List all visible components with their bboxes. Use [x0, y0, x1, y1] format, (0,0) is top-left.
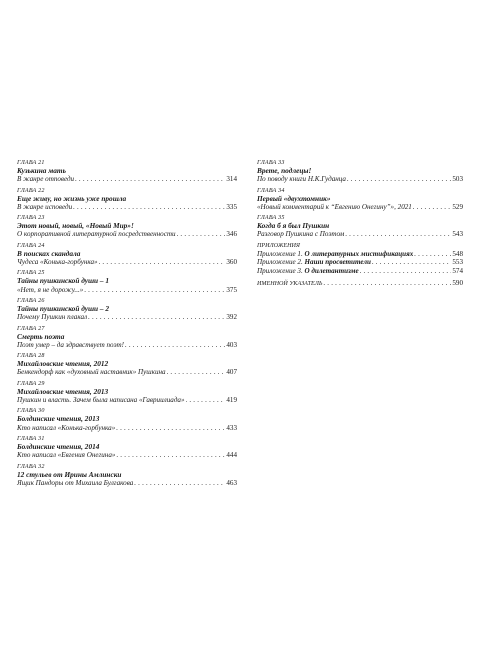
index-line: [257, 279, 463, 288]
appendix-section: [257, 243, 463, 275]
chapter-subtitle: Почему Пушкин плакал: [17, 313, 88, 322]
chapter-subtitle-line: [17, 203, 237, 211]
chapter-label: ГЛАВА 22: [17, 187, 45, 194]
toc-entry: [17, 381, 237, 405]
chapter-subtitle-line: [17, 230, 237, 238]
toc-entry: [17, 436, 237, 460]
dot-leader: [372, 258, 451, 266]
chapter-title: Михайловские чтения, 2013: [17, 386, 109, 396]
dot-leader: [75, 175, 225, 183]
chapter-subtitle: «Новый комментарий к “Евгению Онегину”», 2021: [257, 202, 412, 211]
chapter-label: ГЛАВА 29: [17, 380, 45, 387]
chapter-title: Этот новый, новый, «Новый Мир»!: [17, 221, 134, 231]
chapter-label: ГЛАВА 32: [17, 463, 45, 470]
appendix-item: [257, 250, 463, 258]
toc-left-column: [17, 160, 237, 491]
page-number: 553: [452, 258, 463, 267]
dot-leader: [116, 424, 225, 432]
appendix-prefix: Приложение 1.: [257, 249, 303, 258]
chapter-subtitle: Разговор Пушкина с Поэтом: [257, 230, 345, 239]
appendix-item: [257, 267, 463, 275]
chapter-title: Врете, подлецы!: [257, 166, 312, 175]
chapter-subtitle: Бенкендорф как «духовный наставник» Пушкина: [17, 368, 166, 377]
appendix-title: Наши просветители: [304, 258, 371, 267]
toc-entry: [17, 243, 237, 267]
chapter-title: Первый «двухтомник»: [257, 193, 331, 203]
chapter-subtitle-line: [17, 175, 237, 183]
chapter-title: Болдинские чтения, 2013: [17, 414, 100, 424]
toc-entry: [257, 188, 463, 212]
toc-entry: [257, 215, 463, 239]
chapter-subtitle-line: [17, 258, 237, 266]
chapter-subtitle: Кто написал «Конька-горбунка»: [17, 423, 116, 432]
chapter-title: Еще живу, но жизнь уже прошла: [17, 193, 127, 203]
toc-right-column: [257, 160, 463, 292]
page-number: 335: [226, 202, 237, 211]
chapter-subtitle: Чудеса «Конька-горбунка»: [17, 258, 98, 267]
dot-leader: [347, 175, 451, 183]
chapter-subtitle-line: [17, 396, 237, 404]
dot-leader: [99, 258, 226, 266]
chapter-title: Болдинские чтения, 2014: [17, 442, 100, 452]
chapter-label: ГЛАВА 33: [257, 160, 285, 166]
dot-leader: [73, 203, 225, 211]
chapter-title: Тайны пушкинской души – 1: [17, 276, 110, 286]
page-number: 407: [226, 368, 237, 377]
dot-leader: [413, 203, 452, 211]
dot-leader: [134, 479, 225, 487]
chapter-label: ГЛАВА 30: [17, 408, 45, 415]
dot-leader: [323, 279, 451, 287]
chapter-subtitle: В жанре отповеди: [17, 175, 75, 184]
toc-entry: [17, 188, 237, 212]
chapter-title: 12 стульев от Ирины Амлински: [17, 469, 122, 479]
dot-leader: [125, 341, 225, 349]
toc-entry: [17, 160, 237, 184]
chapter-title: Михайловские чтения, 2012: [17, 359, 109, 369]
chapter-subtitle-line: [257, 230, 463, 238]
toc-entry: [17, 298, 237, 322]
chapter-subtitle-line: [17, 424, 237, 432]
page-number: 360: [226, 258, 237, 267]
page-number: 375: [226, 285, 237, 294]
page-number: 392: [226, 313, 237, 322]
dot-leader: [360, 267, 452, 275]
chapter-subtitle: В жанре исповеди: [17, 202, 73, 211]
appendix-prefix: Приложение 2.: [257, 258, 303, 267]
chapter-label: ГЛАВА 31: [17, 436, 45, 443]
chapter-label: ГЛАВА 25: [17, 270, 45, 277]
index-entry: [257, 279, 463, 288]
dot-leader: [345, 230, 451, 238]
chapter-subtitle: О корпоративной литературной посредственности: [17, 230, 176, 239]
chapter-subtitle: Пушкин и власть. Зачем была написана «Гавриилиада»: [17, 396, 185, 405]
chapter-label: ГЛАВА 35: [257, 215, 285, 222]
chapter-label: ГЛАВА 21: [17, 160, 45, 166]
toc-entry: [17, 353, 237, 377]
chapter-subtitle-line: [17, 313, 237, 321]
page-number: 403: [226, 340, 237, 349]
toc-entry: [17, 408, 237, 432]
page-number: 314: [226, 175, 237, 184]
page-number: 543: [452, 230, 463, 239]
chapter-label: ГЛАВА 24: [17, 242, 45, 249]
chapter-label: ГЛАВА 27: [17, 325, 45, 332]
dot-leader: [88, 313, 225, 321]
toc-entry: [17, 270, 237, 294]
page-number: 590: [452, 279, 463, 288]
chapter-label: ГЛАВА 28: [17, 353, 45, 360]
page-number: 574: [452, 266, 463, 275]
chapter-subtitle-line: [257, 175, 463, 183]
chapter-title: В поисках скандала: [17, 248, 81, 258]
dot-leader: [84, 286, 225, 294]
appendix-prefix: Приложение 3.: [257, 266, 303, 275]
index-label: ИМЕННОЙ УКАЗАТЕЛЬ: [257, 281, 323, 288]
chapter-title: Смерть поэта: [17, 331, 65, 341]
chapter-subtitle: Кто написал «Евгения Онегина»: [17, 451, 116, 460]
chapter-subtitle-line: [17, 341, 237, 349]
chapter-title: Кузькина мать: [17, 166, 66, 175]
appendix-heading: ПРИЛОЖЕНИЯ: [257, 242, 300, 249]
chapter-subtitle-line: [17, 479, 237, 487]
page-number: 463: [226, 478, 237, 487]
chapter-subtitle: Ящик Пандоры от Михаила Булгакова: [17, 478, 134, 487]
dot-leader: [167, 368, 226, 376]
page-number: 529: [452, 202, 463, 211]
chapter-title: Когда б я был Пушкин: [257, 221, 330, 231]
dot-leader: [186, 396, 226, 404]
chapter-subtitle-line: [17, 286, 237, 294]
chapter-subtitle-line: [17, 368, 237, 376]
page-number: 444: [226, 451, 237, 460]
appendix-title: О дилетантизме: [304, 266, 359, 275]
toc-entry: [257, 160, 463, 184]
page-number: 548: [452, 249, 463, 258]
chapter-title: Тайны пушкинской души – 2: [17, 304, 110, 314]
appendix-item: [257, 258, 463, 266]
dot-leader: [177, 230, 226, 238]
page-number: 433: [226, 423, 237, 432]
chapter-subtitle-line: [17, 451, 237, 459]
page-number: 503: [452, 175, 463, 184]
chapter-subtitle-line: [257, 203, 463, 211]
dot-leader: [414, 250, 451, 258]
dot-leader: [116, 451, 225, 459]
toc-entry: [17, 464, 237, 488]
chapter-subtitle: Поэт умер – да здравствует поэт!: [17, 340, 125, 349]
chapter-subtitle: «Нет, я не дорожу...»: [17, 285, 84, 294]
toc-entry: [17, 326, 237, 350]
chapter-label: ГЛАВА 23: [17, 215, 45, 222]
page-number: 419: [226, 396, 237, 405]
appendix-title: О литературных мистификациях: [304, 249, 414, 258]
chapter-label: ГЛАВА 34: [257, 187, 285, 194]
page-number: 346: [226, 230, 237, 239]
toc-entry: [17, 215, 237, 239]
chapter-subtitle: По поводу книги Н.К.Гуданца: [257, 175, 346, 184]
chapter-label: ГЛАВА 26: [17, 298, 45, 305]
